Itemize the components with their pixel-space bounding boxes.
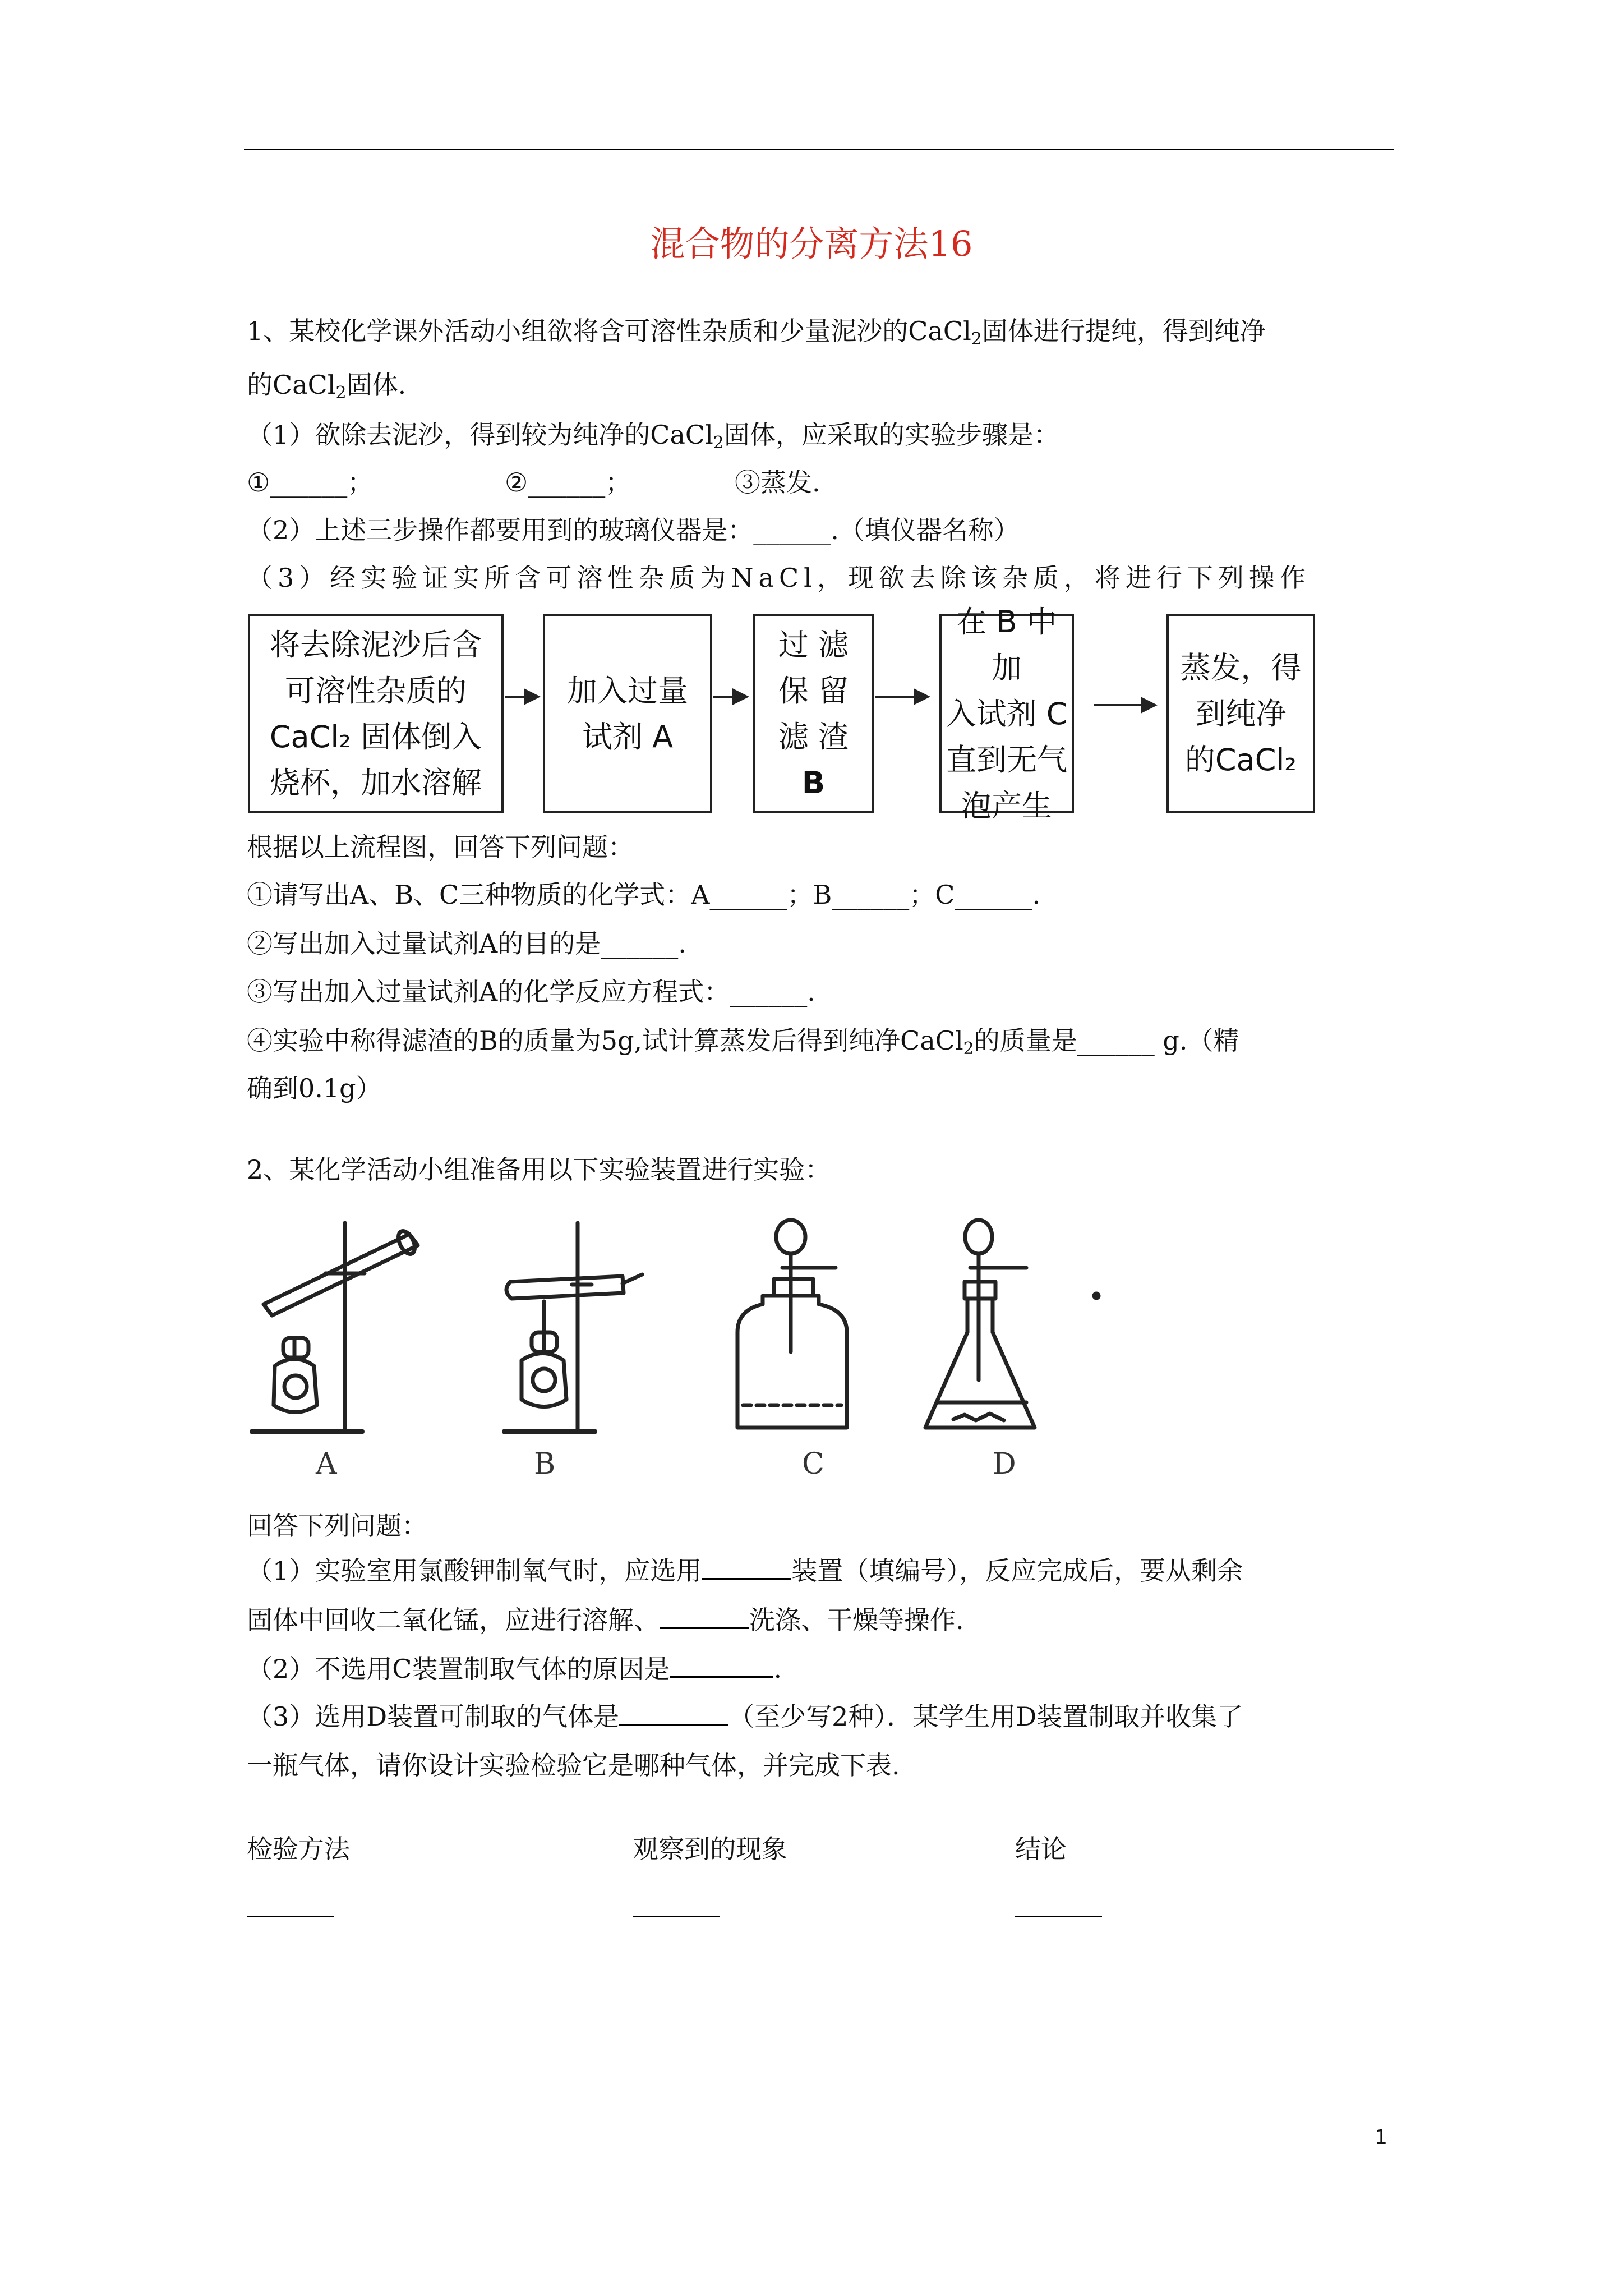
- flow-arrow: [505, 696, 538, 698]
- q2-part3-text: （3）选用D装置可制取的气体是: [247, 1701, 620, 1732]
- flow-box-line: 蒸发，得: [1180, 650, 1302, 685]
- page-title: 混合物的分离方法16: [650, 223, 973, 264]
- flow-box-evaporate: [1166, 614, 1315, 813]
- q2-part1-cont-text-b: 洗涤、干燥等操作.: [749, 1605, 964, 1635]
- q1-stem-line1: [247, 314, 1266, 356]
- apparatus-d: [925, 1220, 1035, 1428]
- flow-arrow: [713, 696, 747, 698]
- q1-answer4-text: ④实验中称得滤渣的B的质量为5g,试计算蒸发后得到纯净CaCl: [247, 1025, 963, 1056]
- flow-arrow: [1094, 704, 1155, 706]
- answer-blank[interactable]: [619, 1701, 728, 1726]
- table-header-conclusion: 结论: [1015, 1834, 1067, 1864]
- q2-part1-text-b: 装置（填编号），反应完成后，要从剩余: [791, 1556, 1243, 1586]
- q1-answer4-text-b: 的质量是______ g.（精: [974, 1025, 1239, 1056]
- flow-box-line: 加入过量: [567, 673, 688, 708]
- apparatus-a: [252, 1223, 418, 1432]
- q2-part1: [247, 1554, 1243, 1588]
- q1-part1: [247, 418, 1059, 460]
- flow-box-line: 的CaCl₂: [1184, 742, 1297, 777]
- flow-box-line: 试剂 A: [582, 719, 674, 754]
- q1-part1-text: （1）欲除去泥沙，得到较为纯净的CaCl: [247, 420, 713, 450]
- flow-box-line: 在 B 中加: [956, 604, 1057, 685]
- flow-box-line: 烧杯，加水溶解: [269, 765, 482, 800]
- flow-box-line: 将去除泥沙后含: [269, 627, 482, 662]
- q2-stem: 2、某化学活动小组准备用以下实验装置进行实验：: [247, 1154, 831, 1185]
- q2-part3-cont: 一瓶气体，请你设计实验检验它是哪种气体，并完成下表.: [247, 1750, 900, 1780]
- flow-box-line: 入试剂 C: [946, 696, 1068, 731]
- flow-box-line: 可溶性杂质的: [284, 673, 467, 708]
- apparatus-label-c: C: [802, 1447, 824, 1481]
- page-number: 1: [1375, 2126, 1387, 2149]
- q2-part2-text-b: .: [773, 1654, 782, 1684]
- answer-blank[interactable]: [702, 1556, 791, 1580]
- q2-part3: [247, 1700, 1243, 1733]
- table-header-observation: 观察到的现象: [633, 1834, 787, 1864]
- q1-answer4: [247, 1024, 1239, 1066]
- q1-answer2: ②写出加入过量试剂A的目的是______.: [247, 928, 686, 959]
- answer-blank-observation[interactable]: [633, 1916, 720, 1917]
- flow-box-line: 过 滤: [778, 627, 849, 662]
- q1-answer1: ①请写出A、B、C三种物质的化学式：A______；B______；C______.: [247, 880, 1041, 910]
- flow-box-reagent-a: [543, 614, 712, 813]
- q2-part1-cont-text: 固体中回收二氧化锰，应进行溶解、: [247, 1605, 660, 1635]
- q1-step1: ①______；: [247, 467, 374, 498]
- table-header-method: 检验方法: [247, 1834, 350, 1864]
- subscript: 2: [713, 433, 724, 453]
- q2-part2: [247, 1652, 782, 1686]
- flow-box-line: 直到无气: [946, 742, 1067, 777]
- answer-blank[interactable]: [670, 1654, 773, 1678]
- apparatus-label-b: B: [534, 1447, 556, 1481]
- flow-box-line: B: [801, 765, 826, 800]
- flow-box-filter: [753, 614, 874, 813]
- q2-part1-text: （1）实验室用氯酸钾制氧气时，应选用: [247, 1556, 702, 1586]
- apparatus-b: [505, 1223, 642, 1432]
- q1-step3: ③蒸发.: [735, 467, 820, 498]
- q2-part2-text: （2）不选用C装置制取气体的原因是: [247, 1654, 670, 1684]
- flow-box-line: 到纯净: [1195, 696, 1287, 731]
- q1-step2: ②______；: [505, 467, 631, 498]
- q1-part1-text-b: 固体，应采取的实验步骤是：: [723, 420, 1059, 450]
- q1-stem2-text-b: 固体.: [346, 370, 407, 400]
- flow-box-dissolve: [248, 614, 504, 813]
- q1-answer3: ③写出加入过量试剂A的化学反应方程式：______.: [247, 977, 815, 1007]
- flow-box-line: 保 留: [778, 673, 849, 708]
- q2-part3-text-b: （至少写2种）．某学生用D装置制取并收集了: [728, 1701, 1243, 1732]
- apparatus-label-a: A: [316, 1447, 337, 1481]
- q1-stem-text: 1、某校化学课外活动小组欲将含可溶性杂质和少量泥沙的CaCl: [247, 316, 971, 346]
- q1-answer4-cont: 确到0.1g）: [247, 1073, 382, 1103]
- flow-box-reagent-c: [939, 604, 1074, 823]
- header-rule: [244, 149, 1394, 150]
- answer-blank-conclusion[interactable]: [1015, 1916, 1102, 1917]
- q1-stem2-text: 的CaCl: [247, 370, 336, 400]
- subscript: 2: [335, 383, 347, 403]
- q1-stem-line2: [247, 368, 406, 410]
- apparatus-label-d: D: [993, 1447, 1016, 1481]
- answer-blank[interactable]: [660, 1605, 749, 1629]
- flow-box-line: 滤 渣: [778, 719, 849, 754]
- subscript: 2: [971, 329, 982, 349]
- flow-arrow: [875, 696, 928, 698]
- answer-blank-method[interactable]: [247, 1916, 334, 1917]
- q2-part1-cont: [247, 1603, 964, 1637]
- q1-part3: （3）经实验证实所含可溶性杂质为NaCl，现欲去除该杂质，将进行下列操作: [247, 563, 1311, 593]
- q1-intro: 根据以上流程图，回答下列问题：: [247, 832, 634, 862]
- subscript: 2: [963, 1039, 974, 1059]
- q1-stem-text-b: 固体进行提纯，得到纯净: [981, 316, 1266, 346]
- q1-part2: （2）上述三步操作都要用到的玻璃仪器是：______.（填仪器名称）: [247, 515, 1020, 545]
- flow-box-line: CaCl₂ 固体倒入: [269, 719, 482, 754]
- apparatus-c: [737, 1220, 847, 1428]
- lab-apparatus-figure: [241, 1212, 1138, 1470]
- q2-intro: 回答下列问题：: [247, 1511, 427, 1541]
- flow-box-line: 泡产生: [961, 788, 1052, 823]
